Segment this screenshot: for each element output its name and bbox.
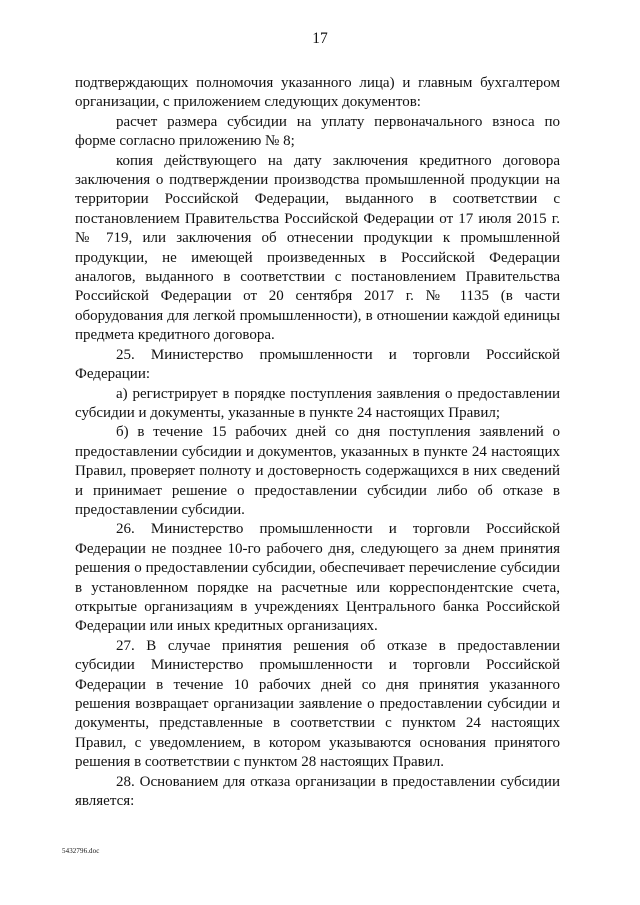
footer-filename: 5432796.doc	[62, 847, 100, 855]
paragraph-copy-conclusion: копия действующего на дату заключения кредитного договора заключения о подтверждении производства промышленной продукции на территории Российской Федерации, выданного в соответствии с постановлением Правительства Российской Федерации от 17 июля 2015 г. № 719, или заключения об отнесении продукции к промышленной продукции, не имеющей произведенных в Российской Федерации аналогов, выданного в соответствии с постановлением Правительства Российской Федерации от 20 сентября 2017 г. № 1135 (в части оборудования для легкой промышленности), в отношении каждой единицы предмета кредитного договора.	[75, 152, 560, 344]
document-body	[75, 74, 560, 811]
paragraph-item-25: 25. Министерство промышленности и торговли Российской Федерации:	[75, 346, 560, 383]
page-number: 17	[312, 30, 328, 47]
paragraph-item-28: 28. Основанием для отказа организации в предоставлении субсидии является:	[75, 773, 560, 810]
paragraph-item-25a: а) регистрирует в порядке поступления заявления о предоставлении субсидии и документы, указанные в пункте 24 настоящих Правил;	[75, 385, 560, 421]
paragraph-calculation: расчет размера субсидии на уплату первоначального взноса по форме согласно приложению № 8;	[75, 113, 560, 150]
paragraph-continuation: подтверждающих полномочия указанного лица) и главным бухгалтером организации, с приложением следующих документов:	[75, 75, 560, 111]
paragraph-item-26: 26. Министерство промышленности и торговли Российской Федерации не позднее 10-го рабочего дня, следующего за днем принятия решения о предоставлении субсидии, обеспечивает перечисление субсидии в установленном порядке на расчетные или корреспондентские счета, открытые организациям в учреждениях Центрального банка Российской Федерации или иных кредитных организациях.	[75, 521, 560, 635]
paragraph-item-25b: б) в течение 15 рабочих дней со дня поступления заявлений о предоставлении субсидии и документов, указанных в пункте 24 настоящих Правил, проверяет полноту и достоверность содержащихся в них сведений и принимает решение о предоставлении субсидии либо об отказе в предоставлении субсидии.	[75, 424, 560, 518]
paragraph-item-27: 27. В случае принятия решения об отказе в предоставлении субсидии Министерство промышленности и торговли Российской Федерации в течение 10 рабочих дней со дня принятия указанного решения возвращает организации заявление о предоставлении субсидии и документы, представленные в соответствии с пунктом 24 настоящих Правил, с уведомлением, в котором указываются основания принятого решения в соответствии с пунктом 28 настоящих Правил.	[75, 637, 560, 771]
